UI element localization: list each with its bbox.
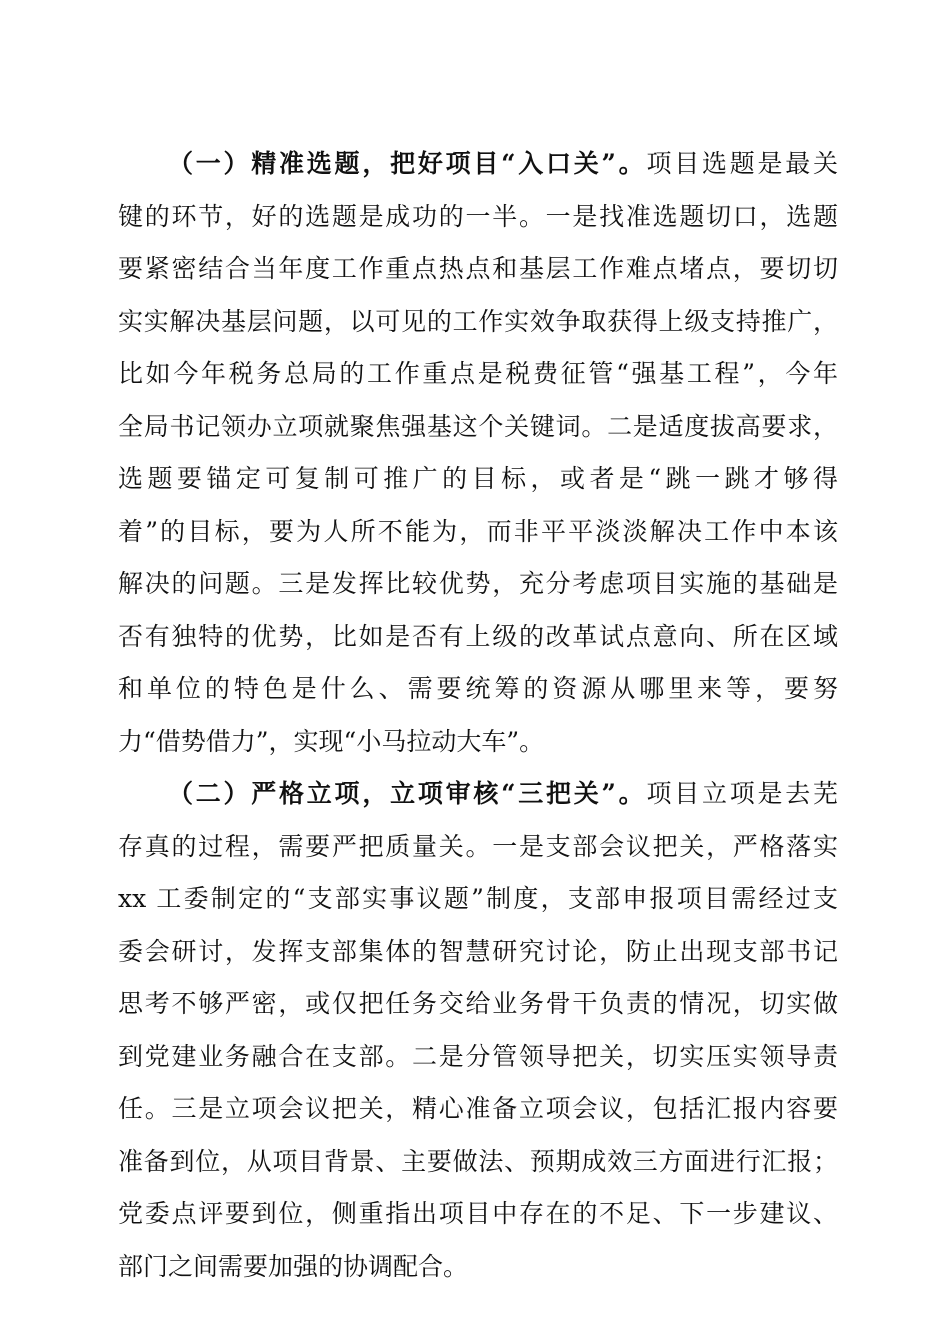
paragraph-1 [118, 138, 838, 768]
paragraph-2-line-9: 党委点评要到位，侧重指出项目中存在的不足、下一步建议、 [118, 1199, 838, 1228]
paragraph-1-line-2: 键的环节，好的选题是成功的一半。一是找准选题切口，选题 [118, 201, 838, 231]
paragraph-2-line-2: 存真的过程，需要严把质量关。一是支部会议把关，严格落实 [118, 831, 838, 861]
paragraph-2 [118, 768, 838, 1293]
paragraph-1-line-8: 着”的目标，要为人所不能为，而非平平淡淡解决工作中本该 [118, 516, 838, 546]
paragraph-1-line-7: 选题要锚定可复制可推广的目标，或者是“跳一跳才够得 [118, 464, 838, 493]
paragraph-1-text: 项目选题是最关 [646, 149, 838, 178]
paragraph-1-line-5: 比如今年税务总局的工作重点是税费征管“强基工程”，今年 [118, 359, 838, 388]
paragraph-2-text: 项目立项是去芜 [646, 779, 838, 808]
paragraph-2-line-7: 任。三是立项会议把关，精心准备立项会议，包括汇报内容要 [118, 1094, 838, 1123]
paragraph-1-line-10: 否有独特的优势，比如是否有上级的改革试点意向、所在区域 [118, 621, 838, 651]
paragraph-1-line-6: 全局书记领办立项就聚焦强基这个关键词。二是适度拔高要求， [118, 411, 838, 441]
paragraph-2-line-4: 委会研讨，发挥支部集体的智慧研究讨论，防止出现支部书记 [118, 936, 838, 966]
paragraph-1-line-3: 要紧密结合当年度工作重点热点和基层工作难点堵点，要切切 [118, 254, 838, 283]
paragraph-1-heading: （一）精准选题，把好项目“入口关”。 [168, 149, 647, 178]
paragraph-2-line-6: 到党建业务融合在支部。二是分管领导把关，切实压实领导责 [118, 1041, 838, 1071]
paragraph-2-line-8: 准备到位，从项目背景、主要做法、预期成效三方面进行汇报； [118, 1146, 838, 1176]
paragraph-2-line-10: 部门之间需要加强的协调配合。 [118, 1251, 469, 1281]
paragraph-2-line-5: 思考不够严密，或仅把任务交给业务骨干负责的情况，切实做 [118, 989, 838, 1018]
paragraph-2-line-1 [118, 768, 838, 821]
paragraph-1-line-1 [118, 138, 838, 191]
paragraph-1-line-9: 解决的问题。三是发挥比较优势，充分考虑项目实施的基础是 [118, 569, 838, 598]
paragraph-1-line-12: 力“借势借力”，实现“小马拉动大车”。 [118, 726, 545, 756]
document-body [118, 138, 838, 1293]
paragraph-1-line-4: 实实解决基层问题，以可见的工作实效争取获得上级支持推广， [118, 306, 838, 336]
paragraph-2-line-3: xx 工委制定的“支部实事议题”制度，支部申报项目需经过支 [118, 884, 838, 913]
paragraph-2-heading: （二）严格立项，立项审核“三把关”。 [168, 779, 647, 808]
paragraph-1-line-11: 和单位的特色是什么、需要统筹的资源从哪里来等，要努 [118, 674, 838, 703]
